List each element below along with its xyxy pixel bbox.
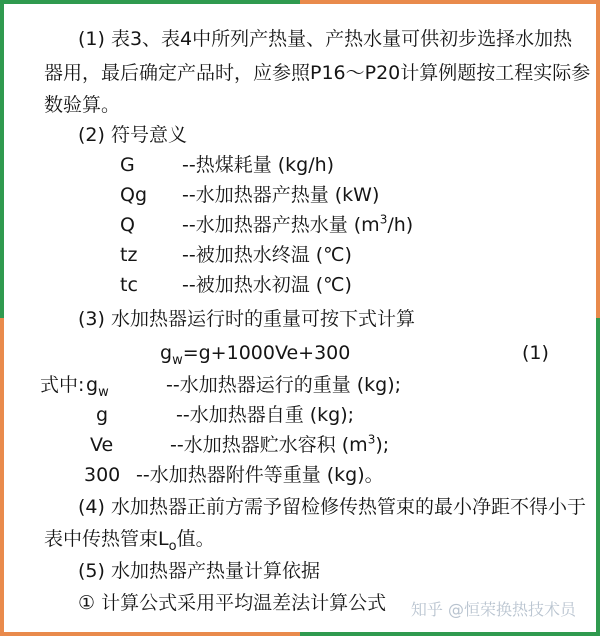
where-desc: --水加热器附件等重量 (kg)。 [136, 464, 384, 486]
where-desc: --水加热器贮水容积 (m [170, 434, 368, 456]
where-row [84, 460, 384, 490]
frame-bottom-right [300, 632, 600, 636]
note4-line2: 表中传热管束$L_o$值。 [44, 528, 215, 554]
formula-lhs: g [160, 342, 173, 364]
document-body [20, 14, 591, 622]
frame-right-bottom [596, 318, 600, 636]
where-row [90, 430, 389, 460]
symbol-name: G [120, 154, 135, 176]
symbol-desc: --热煤耗量 (kg/h) [182, 154, 335, 176]
where-desc: --水加热器自重 (kg); [176, 404, 355, 426]
symbol-desc: --被加热水终温 (℃) [182, 244, 352, 266]
frame-left-bottom [0, 318, 4, 636]
frame-right-top [596, 0, 600, 318]
where-symbol: g [96, 404, 109, 426]
symbol-row [120, 150, 334, 180]
symbol-name: tz [120, 244, 138, 266]
where-symbol: Ve [90, 434, 114, 456]
symbol-name: tc [120, 274, 138, 296]
symbol-desc-tail: /h) [387, 214, 414, 236]
symbol-desc: --被加热水初温 (℃) [182, 274, 352, 296]
where-desc-tail: ); [375, 434, 390, 456]
formula-number: (1) [522, 342, 549, 364]
symbol-sup: 3 [379, 212, 388, 227]
note1-line1: (1) 表3、表4中所列产热量、产热水量可供初步选择水加热 [78, 28, 573, 50]
formula-rhs: =g+1000Ve+300 [182, 342, 351, 364]
item1: ① 计算公式采用平均温差法计算公式 [78, 592, 387, 614]
note1-line2: 器用，最后确定产品时，应参照P16～P20计算例题按工程实际参 [44, 62, 591, 84]
symbol-desc: --水加热器产热量 (kW) [182, 184, 380, 206]
note2-title: (2) 符号意义 [78, 124, 187, 146]
note3-title: (3) 水加热器运行时的重量可按下式计算 [78, 308, 415, 330]
where-desc: --水加热器运行的重量 (kg); [166, 374, 402, 396]
watermark: 知乎 @恒荣换热技术员 [410, 600, 576, 619]
frame-left-top [0, 0, 4, 318]
symbol-row [120, 270, 352, 300]
where-label: 式中: [40, 374, 85, 396]
where-row [96, 400, 354, 430]
symbol-row [120, 210, 413, 240]
symbol-name: Q [120, 214, 135, 236]
formula-sub: w [172, 352, 183, 368]
where-sup: 3 [367, 432, 376, 447]
symbol-row [120, 240, 352, 270]
formula [160, 338, 350, 368]
symbol-name: Qg [120, 184, 148, 206]
note5-title: (5) 水加热器产热量计算依据 [78, 560, 320, 582]
where-symbol: $g_w$ [86, 374, 109, 400]
note1-line3: 数验算。 [44, 94, 121, 116]
note4-line1: (4) 水加热器正前方需予留检修传热管束的最小净距不得小于 [78, 496, 586, 518]
symbol-row [120, 180, 379, 210]
symbol-desc: --水加热器产热水量 (m [182, 214, 380, 236]
frame-top-left [0, 0, 300, 4]
frame-bottom-left [0, 632, 300, 636]
where-symbol: 300 [84, 464, 121, 486]
where-row [40, 370, 401, 400]
frame-top-right [300, 0, 600, 4]
